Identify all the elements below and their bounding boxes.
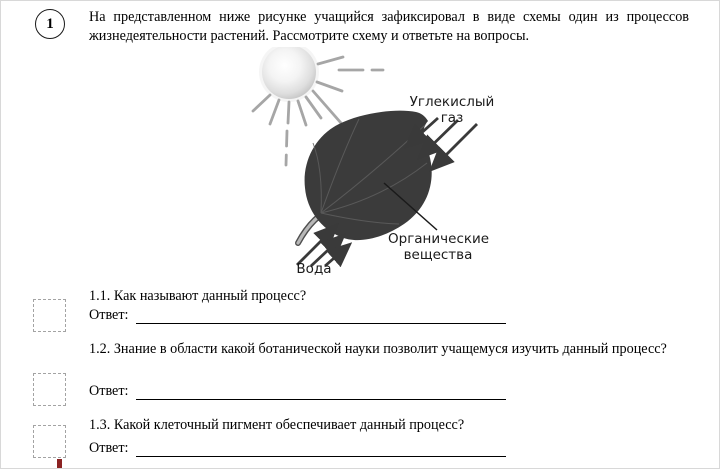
answer-row-1-1 [89, 307, 506, 324]
leaf-icon [305, 111, 432, 240]
answer-line-1-3[interactable] [136, 441, 506, 457]
score-box-1-2 [33, 373, 66, 406]
answer-line-1-1[interactable] [136, 308, 506, 324]
answer-line-1-2[interactable] [136, 384, 506, 400]
organic-substances-label: Органические вещества [388, 231, 490, 263]
question-number: 1 [46, 15, 54, 32]
answer-label-1-2: Ответ: [89, 383, 129, 399]
score-box-1-1 [33, 299, 66, 332]
intro-paragraph: На представленном ниже рисунке учащийся зафиксировал в виде схемы один из процессов жизнедеятельности растений. Рассмотрите схему и ответьте на вопросы. [89, 9, 689, 44]
score-box-1-3 [33, 425, 66, 458]
answer-row-1-2 [89, 383, 506, 400]
carbon-dioxide-label: Углекислый газ [409, 94, 495, 126]
answer-label-1-3: Ответ: [89, 440, 129, 456]
question-number-badge [35, 9, 65, 39]
water-label: Вода [296, 261, 332, 277]
answer-row-1-3 [89, 440, 506, 457]
answer-label-1-1: Ответ: [89, 307, 129, 323]
question-1-2-text: 1.2. Знание в области какой ботанической науки позволит учащемуся изучить данный процесс? [89, 341, 667, 357]
red-corner-mark [57, 459, 62, 469]
question-1-1-text: 1.1. Как называют данный процесс? [89, 288, 307, 304]
question-1-3-text: 1.3. Какой клеточный пигмент обеспечивает данный процесс? [89, 417, 465, 433]
